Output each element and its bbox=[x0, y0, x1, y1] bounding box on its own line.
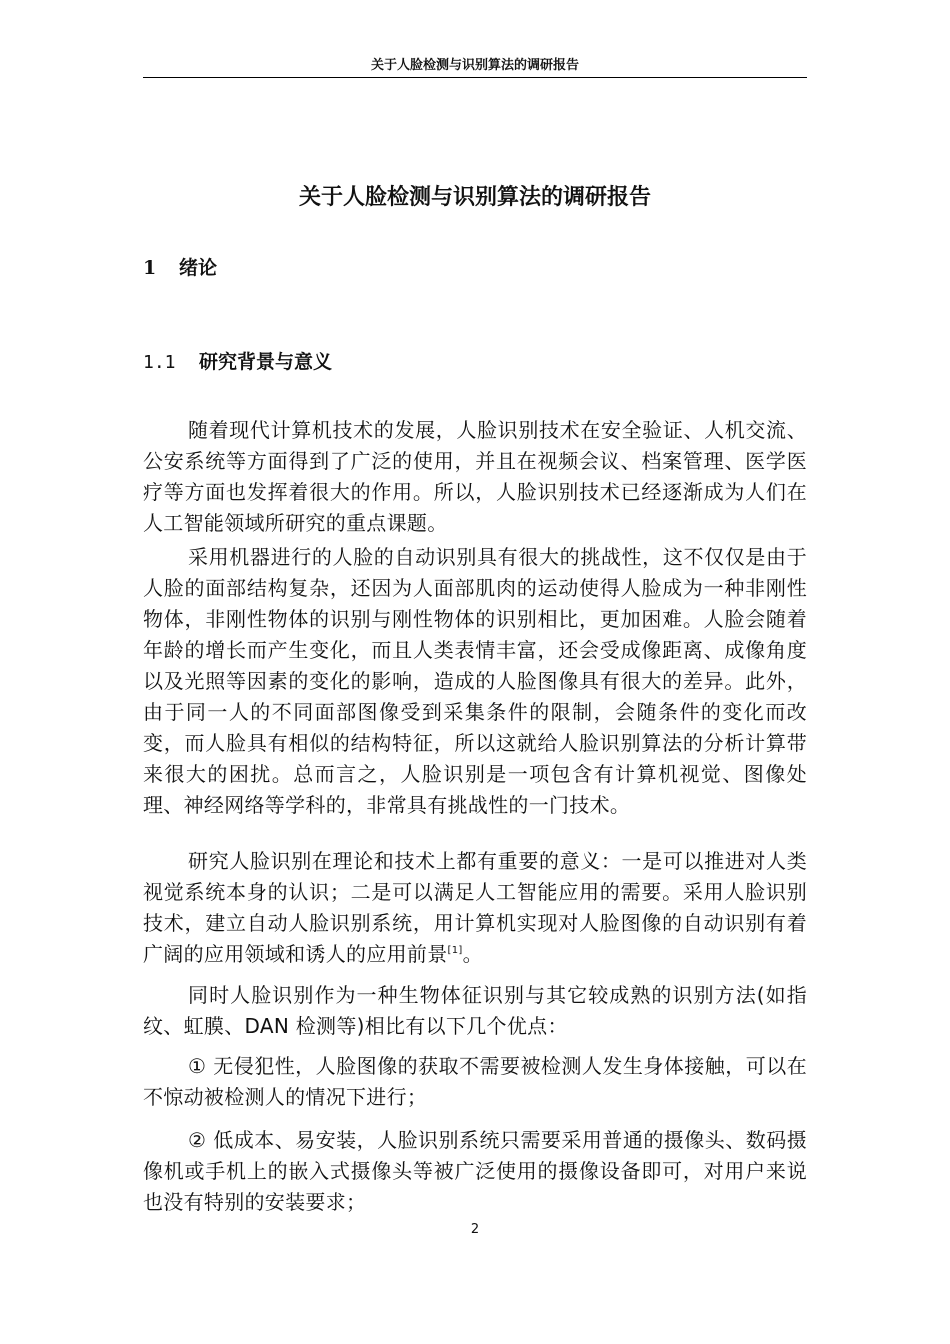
section-heading-1 bbox=[143, 255, 217, 281]
page-number: 2 bbox=[470, 1222, 480, 1237]
paragraph-4: 同时人脸识别作为一种生物体征识别与其它较成熟的识别方法(如指纹、虹膜、DAN 检测等)相比有以下几个优点： bbox=[143, 983, 807, 1038]
running-header: 关于人脸检测与识别算法的调研报告 bbox=[370, 58, 579, 73]
paragraph-2: 采用机器进行的人脸的自动识别具有很大的挑战性，这不仅仅是由于人脸的面部结构复杂，还因为人面部肌肉的运动使得人脸成为一种非刚性物体，非刚性物体的识别与刚性物体的识别相比，更加困难。人脸会随着年龄的增长而产生变化，而且人类表情丰富，还会受成像距离、成像角度以及光照等因素的变化的影响，造成的人脸图像具有很大的差异。此外，由于同一人的不同面部图像受到采集条件的限制，会随条件的变化而改变，而人脸具有相似的结构特征，所以这就给人脸识别算法的分析计算带来很大的困扰。总而言之，人脸识别是一项包含有计算机视觉、图像处理、神经网络等学科的，非常具有挑战性的一门技术。 bbox=[143, 545, 807, 817]
subsection-heading-1-1 bbox=[143, 349, 332, 376]
document-title: 关于人脸检测与识别算法的调研报告 bbox=[298, 185, 651, 210]
header-rule bbox=[143, 77, 807, 78]
paragraph-3 bbox=[143, 846, 807, 970]
section-number: 1 bbox=[143, 257, 157, 279]
list-item-2: ② 低成本、易安装，人脸识别系统只需要采用普通的摄像头、数码摄像机或手机上的嵌入式摄像头等被广泛使用的摄像设备即可，对用户来说也没有特别的安装要求； bbox=[143, 1128, 807, 1214]
paragraph-3-text: 研究人脸识别在理论和技术上都有重要的意义：一是可以推进对人类视觉系统本身的认识；二是可以满足人工智能应用的需要。采用人脸识别技术，建立自动人脸识别系统，用计算机实现对人脸图像的自动识别有着广阔的应用领域和诱人的应用前景 bbox=[143, 849, 807, 966]
list-item-1: ① 无侵犯性，人脸图像的获取不需要被检测人发生身体接触，可以在不惊动被检测人的情况下进行； bbox=[143, 1054, 807, 1109]
paragraph-1: 随着现代计算机技术的发展，人脸识别技术在安全验证、人机交流、公安系统等方面得到了广泛的使用，并且在视频会议、档案管理、医学医疗等方面也发挥着很大的作用。所以，人脸识别技术已经逐渐成为人们在人工智能领域所研究的重点课题。 bbox=[143, 418, 807, 535]
paragraph-3-end: 。 bbox=[462, 942, 483, 966]
subsection-number: 1.1 bbox=[143, 352, 176, 373]
subsection-title: 研究背景与意义 bbox=[199, 351, 333, 373]
section-title: 绪论 bbox=[179, 257, 218, 279]
citation-ref[interactable]: [1] bbox=[447, 945, 463, 956]
